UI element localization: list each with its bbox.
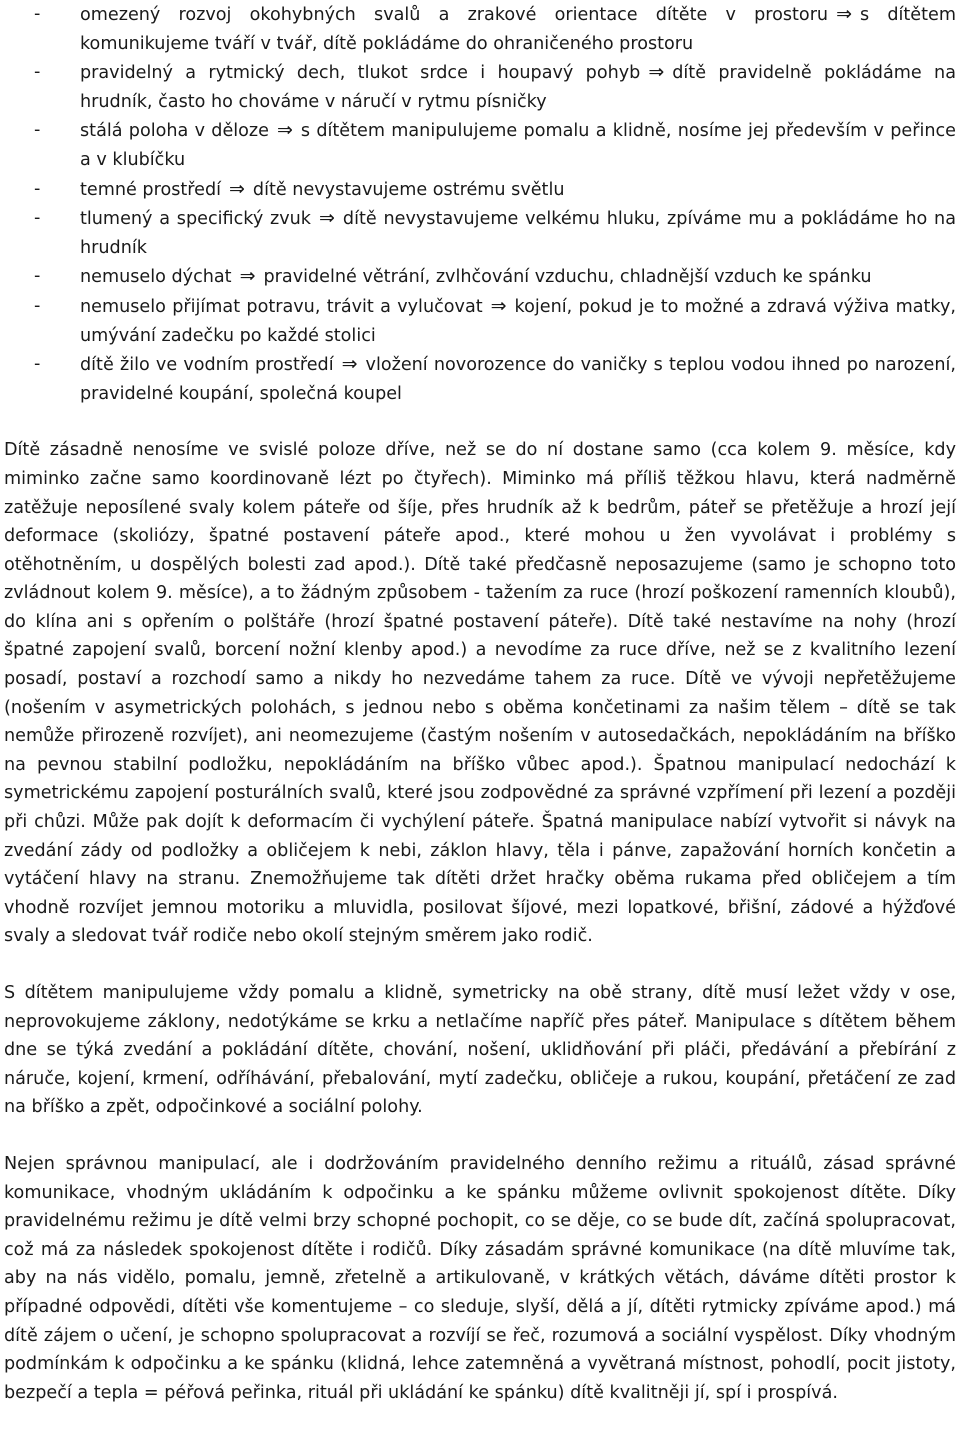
- cause-text: temné prostředí: [80, 179, 221, 200]
- list-item: [4, 175, 956, 205]
- list-item: [4, 58, 956, 116]
- consequence-text: pravidelné větrání, zvlhčování vzduchu, chladnější vzduch ke spánku: [263, 267, 872, 288]
- consequence-text: s dítětem manipulujeme pomalu a klidně, nosíme jej především v peřince a v klubíčku: [80, 121, 956, 170]
- list-item: [4, 262, 956, 292]
- list-item-text: [80, 204, 956, 262]
- dash-marker: -: [34, 4, 41, 24]
- consequence-text: dítě nevystavujeme ostrému světlu: [252, 179, 565, 200]
- implies-arrow-icon: ⇒: [648, 61, 665, 84]
- cause-text: nemuselo dýchat: [80, 267, 232, 288]
- implies-arrow-icon: ⇒: [276, 119, 293, 142]
- body-paragraph: Nejen správnou manipulací, ale i dodržováním pravidelného denního režimu a rituálů, zásad správné komunikace, vhodným ukládáním k odpočinku a ke spánku můžeme ovlivnit spokojenost dítěte. Díky pravidelnému režimu je dítě velmi brzy schopné pochopit, co se děje, co se bude dít, začíná spolupracovat, což má za následek spokojenost dítěte i rodičů. Díky zásadám správné komunikace (na dítě mluvíme tak, aby na nás vidělo, pomalu, jemně, zřetelně a artikulovaně, v krátkých větách, dáváme dítěti prostor k případné odpovědi, dítěti vše komentujeme – co sleduje, slyší, dělá a jí, dítěti rytmicky zpíváme apod.) má dítě zájem o učení, je schopno spolupracovat a rozvíjí se řeč, rozumová a sociální vyspělost. Díky vhodným podmínkám k odpočinku a ke spánku (klidná, lehce zatemněná a vyvětraná místnost, pohodlí, pocit jistoty, bezpečí a tepla = péřová peřinka, rituál při ukládání ke spánku) dítě kvalitněji jí, spí i prospívá.: [4, 1153, 956, 1403]
- list-item-text: [80, 292, 956, 350]
- paragraph-spacer: [4, 951, 956, 979]
- list-item: [4, 292, 956, 350]
- list-item: [4, 116, 956, 174]
- paragraph-spacer: [4, 408, 956, 436]
- implies-arrow-icon: ⇒: [341, 353, 358, 376]
- paragraph-spacer: [4, 1122, 956, 1150]
- body-paragraph: S dítětem manipulujeme vždy pomalu a klidně, symetricky na obě strany, dítě musí ležet vždy v ose, neprovokujeme záklony, nedotýkáme se krku a netlačíme napříč přes páteř. Manipulace s dítětem během dne se týká zvedání a pokládání dítěte, chování, nošení, uklidňování při pláči, předávání a přebírání z náruče, kojení, krmení, odříhávání, přebalování, mytí zadečku, obličeje a rukou, koupání, přetáčení ze zad na bříško a zpět, odpočinkové a sociální polohy.: [4, 983, 956, 1118]
- list-item-text: [80, 58, 956, 116]
- list-item-text: [80, 350, 956, 408]
- dash-marker: -: [34, 295, 41, 316]
- cause-text: tlumený a specifický zvuk: [80, 209, 311, 230]
- cause-text: stálá poloha v děloze: [80, 121, 269, 142]
- dash-marker: -: [34, 208, 41, 229]
- dash-marker: -: [34, 266, 41, 287]
- cause-text: pravidelný a rytmický dech, tlukot srdce i houpavý pohyb: [80, 63, 641, 84]
- consequence-text: dítě nevystavujeme velkému hluku, zpíváme mu a pokládáme ho na hrudník: [80, 209, 956, 258]
- implies-arrow-icon: ⇒: [229, 177, 245, 200]
- body-paragraph: Dítě zásadně nenosíme ve svislé poloze dříve, než se do ní dostane samo (cca kolem 9. měsíce, kdy miminko začne samo koordinovaně lézt po čtyřech). Miminko má příliš těžkou hlavu, která nadměrně zatěžuje neposílené svaly kolem páteře od šíje, přes hrudník až k bedrům, páteř se přetěžuje a hrozí její deformace (skoliózy, špatné postavení páteře apod., které mohou u žen vyvolávat i problémy s otěhotněním, u dospělých bolesti zad apod.). Dítě také předčasně neposazujeme (samo je schopno toto zvládnout kolem 9. měsíce), a to žádným způsobem - tažením za ruce (hrozí poškození ramenních kloubů), do klína ani s opřením o polštáře (hrozí špatné postavení páteře). Dítě také nestavíme na nohy (hrozí špatné zapojení svalů, borcení nožní klenby apod.) a nevodíme za ruce dříve, než se z kvalitního lezení posadí, postaví a rozchodí samo a nikdy ho nezvedáme tahem za ruce. Dítě ve vývoji nepřetěžujeme (nošením v asymetrických polohách, s jednou nebo s oběma končetinami za našim tělem – dítě se tak nemůže přirozeně rozvíjet), ani neomezujeme (častým nošením v autosedačkách, nepokládáním na bříško na pevnou stabilní podložku, nepokládáním na bříško vůbec apod.). Špatnou manipulací nedochází k symetrickému zapojení posturálních svalů, které jsou zodpovědné za správné vzpřímení při lezení a později při chůzi. Může pak dojít k deformacím či vychýlení páteře. Špatná manipulace nabízí vytvořit si návyk na zvedání zády od podložky a obličejem k nebi, záklon hlavy, těla i pánve, zapažování horních končetin a vytáčení hlavy na stranu. Znemožňujeme tak dítěti držet hračky oběma rukama před obličejem a tím vhodně rozvíjet jemnou motoriku a mluvidla, posilovat šíjové, mezi lopatkové, břišní, zádové a hýžďové svaly a sledovat tvář rodiče nebo okolí stejným směrem jako rodič.: [4, 440, 956, 947]
- list-item-text: [80, 175, 956, 205]
- list-item-text: [80, 0, 956, 58]
- implies-arrow-icon: ⇒: [319, 207, 335, 230]
- cause-text: nemuselo přijímat potravu, trávit a vylučovat: [80, 296, 483, 317]
- list-item-text: [80, 262, 956, 292]
- cause-text: omezený rozvoj okohybných svalů a zrakové orientace dítěte v prostoru: [80, 5, 829, 25]
- cause-text: dítě žilo ve vodním prostředí: [80, 355, 334, 376]
- bullet-list: [4, 0, 956, 408]
- implies-arrow-icon: ⇒: [836, 3, 852, 25]
- list-item: [4, 350, 956, 408]
- dash-marker: -: [34, 178, 41, 199]
- dash-marker: -: [34, 120, 41, 141]
- list-item-text: [80, 116, 956, 174]
- consequence-text: dítě pravidelně pokládáme na hrudník, často ho chováme v náručí v rytmu písničky: [80, 63, 956, 112]
- consequence-text: s dítětem komunikujeme tváří v tvář, dítě pokládáme do ohraničeného prostoru: [80, 5, 956, 54]
- implies-arrow-icon: ⇒: [239, 265, 256, 288]
- consequence-text: vložení novorozence do vaničky s teplou vodou ihned po narození, pravidelné koupání, společná koupel: [80, 355, 956, 404]
- list-item: [4, 204, 956, 262]
- dash-marker: -: [34, 62, 41, 83]
- consequence-text: kojení, pokud je to možné a zdravá výživa matky, umývání zadečku po každé stolici: [80, 296, 956, 346]
- list-item: [4, 0, 956, 58]
- dash-marker: -: [34, 354, 41, 375]
- implies-arrow-icon: ⇒: [490, 294, 507, 317]
